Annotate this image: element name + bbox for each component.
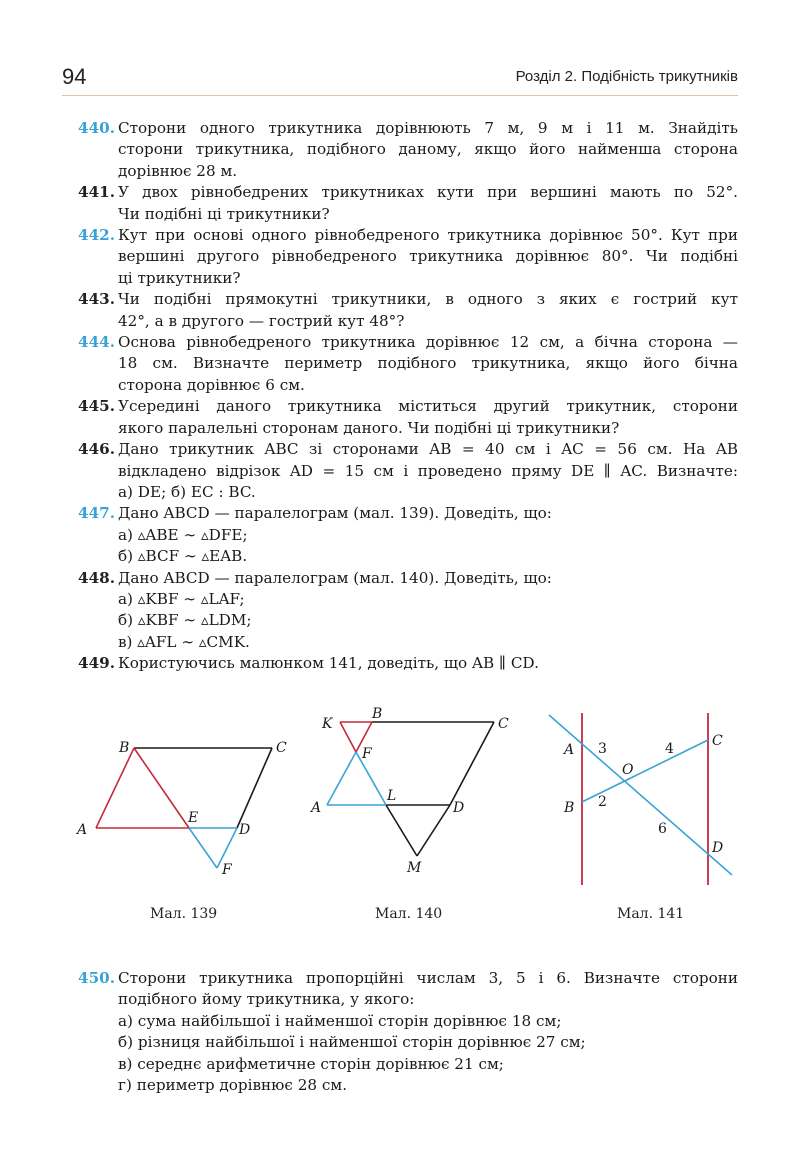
fig141-label-d: D — [712, 840, 724, 856]
problem-text-line: Чи подібні прямокутні трикутники, в одного з яких є гострий кут — [118, 290, 738, 309]
problem-subitem-a: а) ▵KBF ∼ ▵LAF; — [118, 589, 245, 608]
problem-list — [78, 118, 738, 675]
problem-449 — [78, 653, 738, 674]
fig140-label-k: K — [322, 716, 333, 732]
problem-number: 450. — [78, 969, 115, 987]
figures-svg — [62, 700, 752, 940]
problem-text-line: Основа рівнобедреного трикутника дорівнює 12 см, а бічна сторона — — [118, 333, 738, 352]
problem-number: 446. — [78, 440, 115, 459]
problem-text-line: 18 см. Визначте периметр подібного трикутника, якщо його бічна — [118, 354, 738, 373]
fig140-label-f: F — [362, 746, 372, 762]
fig139-label-f: F — [222, 862, 232, 878]
problem-text-line: ці трикутники? — [118, 268, 241, 287]
figure-140 — [309, 706, 509, 922]
fig140-label-d: D — [453, 800, 465, 816]
fig139-label-c: C — [276, 740, 287, 756]
figure-139 — [75, 740, 287, 922]
problem-text-line: сторони трикутника, подібного даному, якщо його найменша сторона — [118, 140, 738, 159]
problem-subitem-d: г) периметр дорівнює 28 см. — [118, 1076, 348, 1095]
fig140-segment-kf — [340, 722, 356, 752]
fig140-segment-cd — [450, 722, 494, 805]
problem-text-line: якого паралельні сторонам даного. Чи подібні ці трикутники? — [118, 418, 620, 437]
problem-text-line: сторона дорівнює 6 см. — [118, 375, 305, 394]
fig139-segment-ef — [189, 828, 217, 868]
figures-row — [62, 700, 752, 940]
fig139-caption: Мал. 139 — [150, 906, 218, 922]
problem-text-line: дорівнює 28 м. — [118, 161, 238, 180]
fig139-label-e: E — [188, 810, 199, 826]
page-number: 94 — [62, 64, 87, 89]
fig141-label-a: A — [564, 742, 575, 758]
fig141-line-ad — [549, 715, 732, 875]
problem-number: 445. — [78, 397, 115, 416]
problem-text-line: а) DE; б) EC : BC. — [118, 482, 256, 501]
problem-number: 448. — [78, 568, 115, 587]
fig140-label-l: L — [387, 788, 397, 804]
problem-text-line: подібного йому трикутника, у якого: — [118, 990, 415, 1009]
fig139-segment-ab — [96, 748, 134, 828]
problem-text-line: Користуючись малюнком 141, доведіть, що AB ∥ CD. — [118, 654, 539, 673]
problem-text-line: Сторони одного трикутника дорівнюють 7 м, 9 м і 11 м. Знайдіть — [118, 119, 738, 137]
fig141-segment-od-length: 6 — [658, 821, 667, 837]
problem-subitem-c: в) ▵AFL ∼ ▵CMK. — [118, 632, 250, 651]
problem-text-line: Дано ABCD — паралелограм (мал. 139). Доведіть, що: — [118, 504, 552, 523]
running-header: Розділ 2. Подібність трикутників — [515, 68, 738, 85]
problem-subitem-b: б) ▵KBF ∼ ▵LDM; — [118, 611, 252, 630]
problem-442 — [78, 225, 738, 289]
fig141-segment-bo-length: 2 — [598, 794, 607, 810]
problem-text-line: Кут при основі одного рівнобедреного трикутника дорівнює 50°. Кут при — [118, 226, 738, 245]
problem-text-line: Чи подібні ці трикутники? — [118, 204, 330, 223]
problem-446 — [78, 439, 738, 503]
fig140-segment-lm — [386, 805, 417, 856]
problem-number: 443. — [78, 290, 115, 309]
problem-number: 449. — [78, 654, 115, 673]
problem-443 — [78, 289, 738, 332]
fig141-caption: Мал. 141 — [617, 906, 685, 922]
problem-448 — [78, 568, 738, 654]
fig141-segment-ao-length: 3 — [598, 741, 607, 757]
problem-text-line: Дано ABCD — паралелограм (мал. 140). Доведіть, що: — [118, 568, 552, 587]
fig141-segment-oc-length: 4 — [665, 741, 674, 757]
problem-445 — [78, 396, 738, 439]
problem-450 — [78, 968, 738, 1096]
fig140-label-m: M — [407, 860, 422, 876]
problem-text-line: 42°, а в другого — гострий кут 48°? — [118, 311, 405, 330]
fig140-label-c: C — [498, 716, 509, 732]
fig141-label-c: C — [712, 733, 723, 749]
problem-number: 447. — [78, 504, 115, 523]
problem-number: 440. — [78, 119, 115, 137]
fig139-segment-cd — [237, 748, 272, 828]
problem-subitem-b: б) різниця найбільшої і найменшої сторін дорівнює 27 см; — [118, 1033, 586, 1052]
fig140-segment-fa — [327, 752, 356, 805]
fig141-label-b: B — [564, 800, 575, 816]
problem-subitem-a: а) сума найбільшої і найменшої сторін дорівнює 18 см; — [118, 1011, 562, 1030]
figure-141 — [549, 713, 732, 922]
fig139-label-a: A — [77, 822, 88, 838]
fig139-segment-be — [134, 748, 189, 828]
problem-number: 441. — [78, 183, 115, 202]
problem-list-lower — [78, 968, 738, 1096]
problem-text-line: У двох рівнобедрених трикутниках кути при вершині мають по 52°. — [118, 183, 738, 202]
problem-441 — [78, 182, 738, 225]
problem-subitem-c: в) середнє арифметичне сторін дорівнює 21 см; — [118, 1054, 504, 1073]
problem-text-line: відкладено відрізок AD = 15 см і проведено пряму DE ∥ AC. Визначте: — [118, 461, 738, 480]
fig140-label-a: A — [311, 800, 322, 816]
problem-number: 444. — [78, 333, 115, 352]
fig140-segment-dm — [417, 805, 450, 856]
problem-text-line: вершині другого рівнобедреного трикутника дорівнює 80°. Чи подібні — [118, 247, 738, 266]
problem-subitem-b: б) ▵BCF ∼ ▵EAB. — [118, 547, 248, 566]
problem-text-line: Усередині даного трикутника міститься другий трикутник, сторони — [118, 397, 738, 416]
problem-subitem-a: а) ▵ABE ∼ ▵DFE; — [118, 525, 248, 544]
fig141-label-o: O — [622, 762, 634, 778]
problem-444 — [78, 332, 738, 396]
problem-447 — [78, 503, 738, 567]
problem-number: 442. — [78, 226, 115, 245]
problem-440 — [78, 118, 738, 182]
fig140-caption: Мал. 140 — [375, 906, 443, 922]
fig140-label-b: B — [372, 706, 383, 722]
fig139-label-b: B — [119, 740, 130, 756]
problem-text-line: Дано трикутник ABC зі сторонами AB = 40 см і AC = 56 см. На AB — [118, 440, 738, 459]
problem-text-line: Сторони трикутника пропорційні числам 3, 5 і 6. Визначте сторони — [118, 969, 738, 987]
fig139-label-d: D — [239, 822, 251, 838]
header-rule — [62, 95, 738, 96]
